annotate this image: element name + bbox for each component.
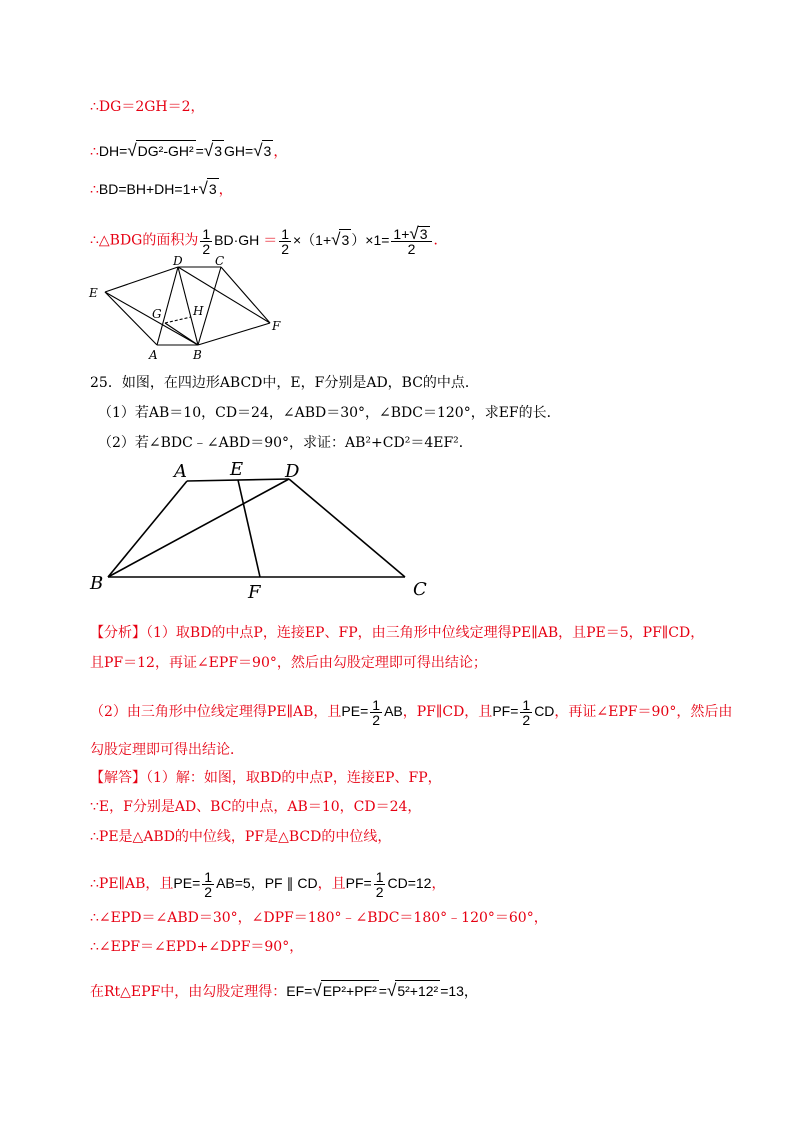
fig1-label-d: D (173, 255, 183, 268)
q25-stem: 25．如图，在四边形ABCD中，E，F分别是AD，BC的中点． (90, 375, 479, 391)
fig2-label-c: C (413, 579, 427, 600)
fig1-label-e: E (89, 286, 98, 300)
dh-formula: DH=√DG²-GH² =√3 GH=√3 (98, 141, 272, 160)
fig1-label-c: C (215, 255, 225, 268)
fig2-label-b: B (90, 573, 104, 594)
solution-line-7: 在Rt△EPF中，由勾股定理得：EF=√EP²+PF² =√5²+12² =13， (90, 981, 478, 1000)
solution-line-3: ∴PE是△ABD的中位线，PF是△BCD的中位线， (90, 829, 392, 845)
pe-half-ab: PE= $\frac{1}{2}$ AB (341, 697, 403, 728)
fig1-label-g: G (152, 307, 162, 321)
fig2-label-d: D (285, 461, 300, 482)
line-dg: ∴DG＝2GH＝2， (90, 99, 205, 115)
solution-line-6: ∴∠EPF＝∠EPD+∠DPF＝90°， (90, 939, 304, 955)
figure-1 (85, 255, 295, 365)
analysis-line-4: 勾股定理即可得出结论． (90, 742, 244, 758)
line-dh: ∴DH=√DG²-GH² =√3 GH=√3 ， (90, 141, 288, 160)
pf-half-cd: PF= $\frac{1}{2}$ CD (492, 697, 555, 728)
analysis-line-1: 【分析】（1）取BD的中点P，连接EP、FP，由三角形中位线定理得PE∥AB，且PE＝5，PF∥CD， (90, 625, 705, 641)
solution-line-5: ∴∠EPD＝∠ABD＝30°，∠DPF＝180°﹣∠BDC＝180°﹣120°＝60°， (90, 910, 548, 926)
fig2-label-f: F (248, 582, 261, 603)
pe-equals-5: PE= $\frac{1}{2}$ AB=5，PF ∥ CD (173, 869, 318, 900)
fig1-label-f: F (272, 319, 281, 333)
solution-line-1: 【解答】（1）解：如图，取BD的中点P，连接EP、FP， (90, 770, 442, 786)
line-area: ∴△BDG的面积为 $\frac{1}{2}$ BD·GH ＝ $\frac{1}{2}$ ×（1+√3 ）×1= $\frac{1+√3}{2}$ ． (90, 224, 448, 257)
figure-2 (85, 455, 445, 605)
q25-part2: （2）若∠BDC﹣∠ABD＝90°，求证：AB²+CD²＝4EF²． (98, 435, 473, 451)
fig2-label-a: A (174, 461, 187, 482)
solution-line-2: ∵E，F分别是AD、BC的中点，AB＝10，CD＝24， (90, 799, 422, 815)
fig1-label-a: A (149, 348, 158, 362)
bd-formula: BD=BH+DH=1+√3 (98, 179, 217, 198)
q25-part1: （1）若AB＝10，CD＝24，∠ABD＝30°，∠BDC＝120°，求EF的长． (98, 405, 561, 421)
therefore-symbol: ∴ (90, 144, 99, 160)
line-bd: ∴BD=BH+DH=1+√3 ， (90, 179, 233, 198)
analysis-line-2: 且PF＝12，再证∠EPF＝90°，然后由勾股定理即可得出结论； (90, 655, 487, 671)
ef-formula: EF=√EP²+PF² =√5²+12² =13， (286, 981, 478, 1000)
fig1-label-b: B (193, 348, 202, 362)
fig1-label-h: H (193, 304, 204, 318)
pf-equals-12: PF= $\frac{1}{2}$ CD=12 (345, 869, 432, 900)
analysis-line-3: （2）由三角形中位线定理得PE∥AB，且PE= $\frac{1}{2}$ AB，PF∥CD，且PF= $\frac{1}{2}$ CD，再证∠EPF＝90°，然后由 (90, 697, 733, 728)
area-formula: $\frac{1}{2}$ BD·GH ＝ $\frac{1}{2}$ ×（1+√3 ）×1= $\frac{1+√3}{2}$ (198, 232, 433, 248)
solution-line-4: ∴PE∥AB，且PE= $\frac{1}{2}$ AB=5，PF ∥ CD，且PF= $\frac{1}{2}$ CD=12， (90, 869, 446, 900)
fig2-label-e: E (230, 459, 244, 480)
